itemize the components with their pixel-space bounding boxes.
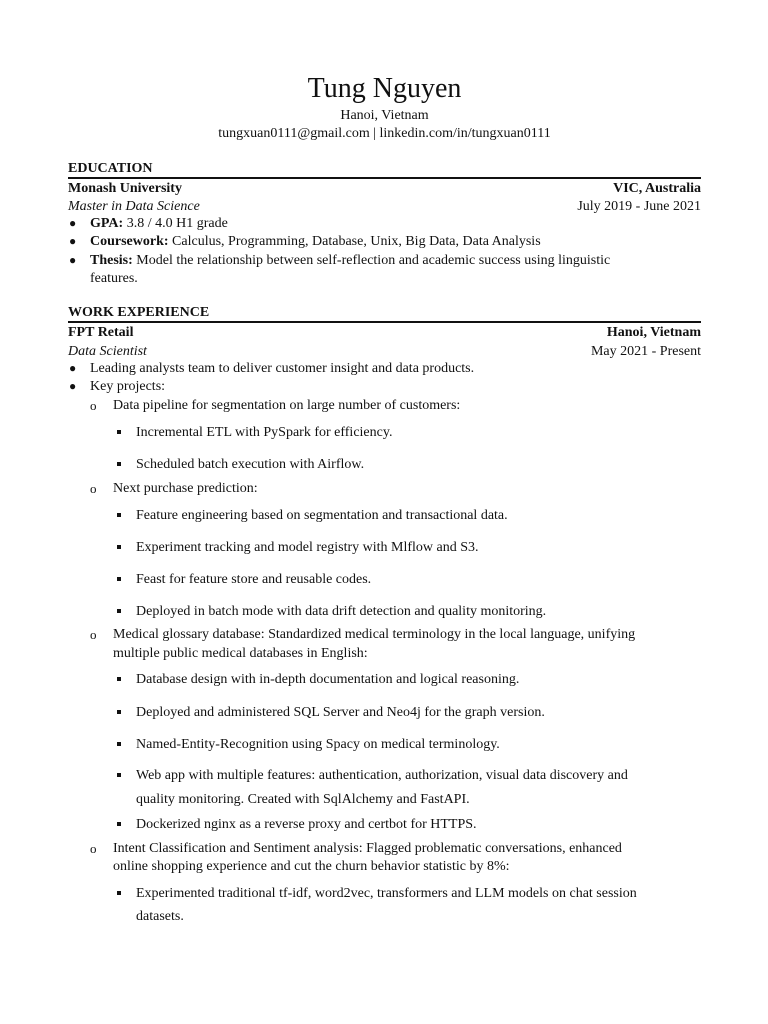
circle-bullet-icon: o (90, 841, 97, 856)
education-degree: Master in Data Science (68, 199, 200, 214)
project-title: Data pipeline for segmentation on large number of customers: (113, 398, 461, 413)
square-bullet-icon (117, 609, 121, 613)
project-title: Next purchase prediction: (113, 481, 258, 496)
circle-bullet-icon: o (90, 481, 97, 496)
project-item: Database design with in-depth documentation and logical reasoning. (136, 672, 520, 687)
square-bullet-icon (117, 710, 121, 714)
project-title-cont: multiple public medical databases in English: (113, 646, 368, 661)
bullet-icon: ● (69, 216, 77, 230)
project-item: Incremental ETL with PySpark for efficiency. (136, 425, 393, 440)
candidate-contact: tungxuan0111@gmail.com | linkedin.com/in/tungxuan0111 (218, 126, 551, 141)
education-thesis (90, 252, 610, 269)
work-divider (68, 321, 701, 323)
education-school-location: VIC, Australia (613, 181, 701, 196)
education-coursework-text: Calculus, Programming, Database, Unix, Big Data, Data Analysis (168, 234, 541, 249)
project-item: Scheduled batch execution with Airflow. (136, 457, 365, 472)
education-thesis-label: Thesis: (90, 253, 133, 268)
education-gpa-label: GPA: (90, 216, 124, 231)
circle-bullet-icon: o (90, 627, 97, 642)
bullet-icon: ● (69, 361, 77, 375)
education-gpa-text: 3.8 / 4.0 H1 grade (123, 216, 228, 231)
circle-bullet-icon: o (90, 398, 97, 413)
project-title-cont: online shopping experience and cut the churn behavior statistic by 8%: (113, 859, 510, 874)
square-bullet-icon (117, 891, 121, 895)
project-title: Medical glossary database: Standardized medical terminology in the local language, unifying (113, 627, 636, 642)
project-item: Experiment tracking and model registry with Mlflow and S3. (136, 540, 479, 555)
square-bullet-icon (117, 577, 121, 581)
resume-page (68, 0, 701, 1024)
candidate-name: Tung Nguyen (307, 73, 462, 104)
square-bullet-icon (117, 545, 121, 549)
project-item: Deployed in batch mode with data drift detection and quality monitoring. (136, 604, 547, 619)
bullet-icon: ● (69, 234, 77, 248)
education-thesis-text: Model the relationship between self-reflection and academic success using linguistic (132, 253, 611, 268)
square-bullet-icon (117, 462, 121, 466)
bullet-icon: ● (69, 253, 77, 267)
square-bullet-icon (117, 677, 121, 681)
education-heading: EDUCATION (68, 161, 153, 176)
education-school: Monash University (68, 181, 182, 196)
project-item: Feast for feature store and reusable codes. (136, 572, 372, 587)
work-company: FPT Retail (68, 325, 134, 340)
project-item-cont: datasets. (136, 909, 184, 924)
square-bullet-icon (117, 822, 121, 826)
education-coursework-label: Coursework: (90, 234, 169, 249)
education-gpa (90, 215, 228, 232)
education-dates: July 2019 - June 2021 (577, 199, 701, 214)
square-bullet-icon (117, 742, 121, 746)
education-thesis-cont: features. (90, 271, 138, 286)
work-company-location: Hanoi, Vietnam (606, 325, 701, 340)
project-item: Deployed and administered SQL Server and Neo4j for the graph version. (136, 705, 545, 720)
work-heading: WORK EXPERIENCE (68, 305, 210, 320)
education-coursework (90, 233, 541, 250)
candidate-location: Hanoi, Vietnam (340, 108, 429, 123)
work-bullet: Leading analysts team to deliver customer insight and data products. (90, 361, 475, 376)
project-title: Intent Classification and Sentiment analysis: Flagged problematic conversations, enhanced (113, 841, 622, 856)
square-bullet-icon (117, 513, 121, 517)
project-item: Named-Entity-Recognition using Spacy on medical terminology. (136, 737, 500, 752)
bullet-icon: ● (69, 379, 77, 393)
square-bullet-icon (117, 430, 121, 434)
project-item: Web app with multiple features: authentication, authorization, visual data discovery and (136, 768, 628, 783)
project-item: Dockerized nginx as a reverse proxy and certbot for HTTPS. (136, 817, 477, 832)
work-bullet: Key projects: (90, 379, 166, 394)
project-item: Experimented traditional tf-idf, word2vec, transformers and LLM models on chat session (136, 886, 637, 901)
square-bullet-icon (117, 773, 121, 777)
education-divider (68, 177, 701, 179)
work-dates: May 2021 - Present (590, 344, 701, 359)
project-item: Feature engineering based on segmentation and transactional data. (136, 508, 508, 523)
project-item-cont: quality monitoring. Created with SqlAlchemy and FastAPI. (136, 792, 470, 807)
work-role: Data Scientist (68, 344, 147, 359)
